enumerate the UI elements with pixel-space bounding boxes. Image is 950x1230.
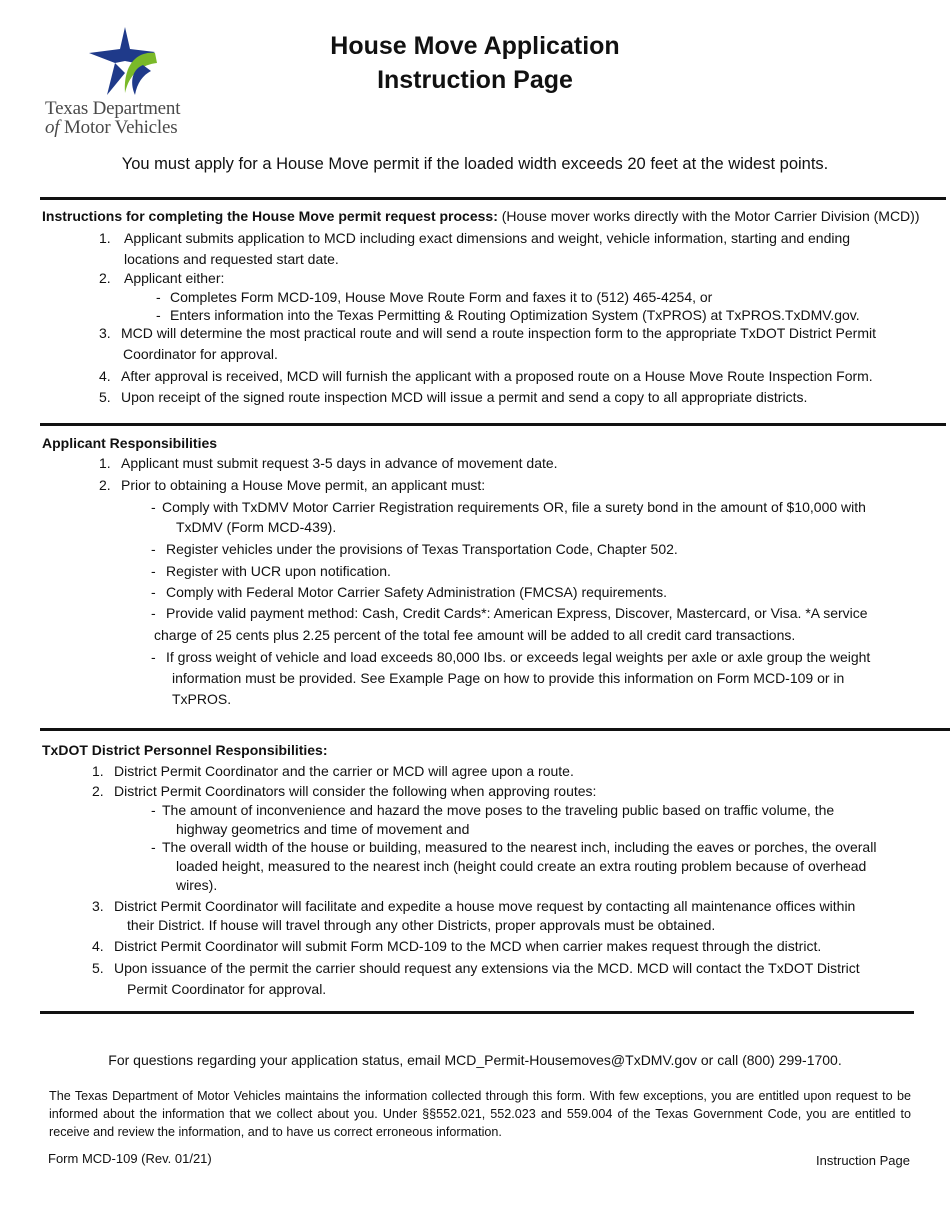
list-item: The amount of inconvenience and hazard the move poses to the traveling public based on traffic volume, the bbox=[162, 802, 835, 818]
list-bullet: - bbox=[151, 541, 156, 557]
list-item: Applicant submits application to MCD including exact dimensions and weight, vehicle information, starting and ending bbox=[124, 230, 851, 246]
privacy-notice: The Texas Department of Motor Vehicles maintains the information collected through this form. With few exceptions, you are entitled upon request to be informed about the information that we collect about you. Under §§552.021, 552.023 and 559.004 of the Texas Government Code, you are entitled to receive and review the information, and to have us correct erroneous information. bbox=[49, 1089, 911, 1139]
txdot-heading: TxDOT District Personnel Responsibilities: bbox=[42, 742, 328, 758]
page-label: Instruction Page bbox=[816, 1153, 910, 1168]
list-number: 1. bbox=[92, 763, 104, 779]
list-item: District Permit Coordinator will facilitate and expedite a house move request by contacting all maintenance offices within bbox=[114, 898, 856, 914]
list-number: 1. bbox=[99, 455, 111, 471]
txdmv-logo bbox=[45, 25, 205, 140]
form-number: Form MCD-109 (Rev. 01/21) bbox=[48, 1151, 212, 1166]
list-item: District Permit Coordinator and the carrier or MCD will agree upon a route. bbox=[114, 763, 574, 779]
list-item: charge of 25 cents plus 2.25 percent of the total fee amount will be added to all credit card transactions. bbox=[154, 627, 796, 643]
divider-1 bbox=[40, 197, 946, 200]
list-item: TxPROS. bbox=[172, 691, 232, 707]
list-item: Comply with TxDMV Motor Carrier Registration requirements OR, file a surety bond in the amount of $10,000 with bbox=[162, 499, 866, 515]
list-bullet: - bbox=[151, 563, 156, 579]
list-item: Upon issuance of the permit the carrier should request any extensions via the MCD. MCD will contact the TxDOT District bbox=[114, 960, 860, 976]
applicant-heading: Applicant Responsibilities bbox=[42, 435, 218, 451]
list-item: wires). bbox=[176, 877, 218, 893]
list-number: 5. bbox=[99, 389, 111, 405]
list-item: Prior to obtaining a House Move permit, an applicant must: bbox=[121, 477, 486, 493]
list-number: 2. bbox=[99, 477, 111, 493]
list-item: Applicant either: bbox=[124, 270, 225, 286]
logo-wordmark: Texas Department of Motor Vehicles bbox=[45, 98, 181, 138]
txdmv-star-icon bbox=[85, 25, 165, 97]
list-number: 2. bbox=[92, 783, 104, 799]
divider-2 bbox=[40, 423, 946, 426]
list-item: The overall width of the house or building, measured to the nearest inch, including the eaves or porches, the overall bbox=[162, 839, 877, 855]
list-item: Completes Form MCD-109, House Move Route Form and faxes it to (512) 465-4254, or bbox=[170, 289, 713, 305]
list-number: 2. bbox=[99, 270, 111, 286]
list-item: Register vehicles under the provisions of Texas Transportation Code, Chapter 502. bbox=[166, 541, 678, 557]
list-number: 3. bbox=[99, 325, 111, 341]
list-item: If gross weight of vehicle and load exceeds 80,000 Ibs. or exceeds legal weights per axle or axle group the weight bbox=[166, 649, 871, 665]
list-bullet: - bbox=[151, 802, 156, 818]
page-title: House Move Application Instruction Page bbox=[330, 32, 620, 94]
list-bullet: - bbox=[156, 307, 161, 323]
list-item: their District. If house will travel through any other Districts, proper approvals must be obtained. bbox=[127, 917, 716, 933]
list-item: Upon receipt of the signed route inspection MCD will issue a permit and send a copy to all appropriate districts. bbox=[121, 389, 808, 405]
list-bullet: - bbox=[156, 289, 161, 305]
list-item: MCD will determine the most practical route and will send a route inspection form to the appropriate TxDOT District Permit bbox=[121, 325, 877, 341]
list-item: information must be provided. See Example Page on how to provide this information on Form MCD-109 or in bbox=[172, 670, 845, 686]
list-number: 4. bbox=[99, 368, 111, 384]
list-item: District Permit Coordinator will submit Form MCD-109 to the MCD when carrier makes request through the district. bbox=[114, 938, 822, 954]
list-item: Coordinator for approval. bbox=[123, 346, 278, 362]
list-number: 3. bbox=[92, 898, 104, 914]
list-item: Comply with Federal Motor Carrier Safety Administration (FMCSA) requirements. bbox=[166, 584, 668, 600]
lead-statement: You must apply for a House Move permit if the loaded width exceeds 20 feet at the widest points. bbox=[121, 155, 829, 173]
list-bullet: - bbox=[151, 605, 156, 621]
list-item: highway geometrics and time of movement and bbox=[176, 821, 470, 837]
contact-statement: For questions regarding your application status, email MCD_Permit-Housemoves@TxDMV.gov or call (800) 299-1700. bbox=[108, 1052, 842, 1068]
list-bullet: - bbox=[151, 499, 156, 515]
list-item: Permit Coordinator for approval. bbox=[127, 981, 327, 997]
list-item: Enters information into the Texas Permitting & Routing Optimization System (TxPROS) at TxPROS.TxDMV.gov. bbox=[170, 307, 860, 323]
list-number: 5. bbox=[92, 960, 104, 976]
list-item: Register with UCR upon notification. bbox=[166, 563, 391, 579]
list-item: Provide valid payment method: Cash, Credit Cards*: American Express, Discover, Mastercard, or Visa. *A service bbox=[166, 605, 868, 621]
list-number: 1. bbox=[99, 230, 111, 246]
list-item: TxDMV (Form MCD-439). bbox=[176, 519, 337, 535]
list-item: loaded height, measured to the nearest inch (height could create an extra routing problem because of overhead bbox=[176, 858, 867, 874]
divider-4 bbox=[40, 1011, 914, 1014]
list-item: locations and requested start date. bbox=[124, 251, 339, 267]
list-item: After approval is received, MCD will furnish the applicant with a proposed route on a House Move Route Inspection Form. bbox=[121, 368, 873, 384]
list-bullet: - bbox=[151, 584, 156, 600]
instructions-heading: Instructions for completing the House Move permit request process: (House mover works directly with the Motor Carrier Division (MCD)) bbox=[42, 208, 920, 224]
list-bullet: - bbox=[151, 839, 156, 855]
list-bullet: - bbox=[151, 649, 156, 665]
list-item: District Permit Coordinators will consider the following when approving routes: bbox=[114, 783, 597, 799]
list-number: 4. bbox=[92, 938, 104, 954]
list-item: Applicant must submit request 3-5 days in advance of movement date. bbox=[121, 455, 558, 471]
divider-3 bbox=[40, 728, 950, 731]
